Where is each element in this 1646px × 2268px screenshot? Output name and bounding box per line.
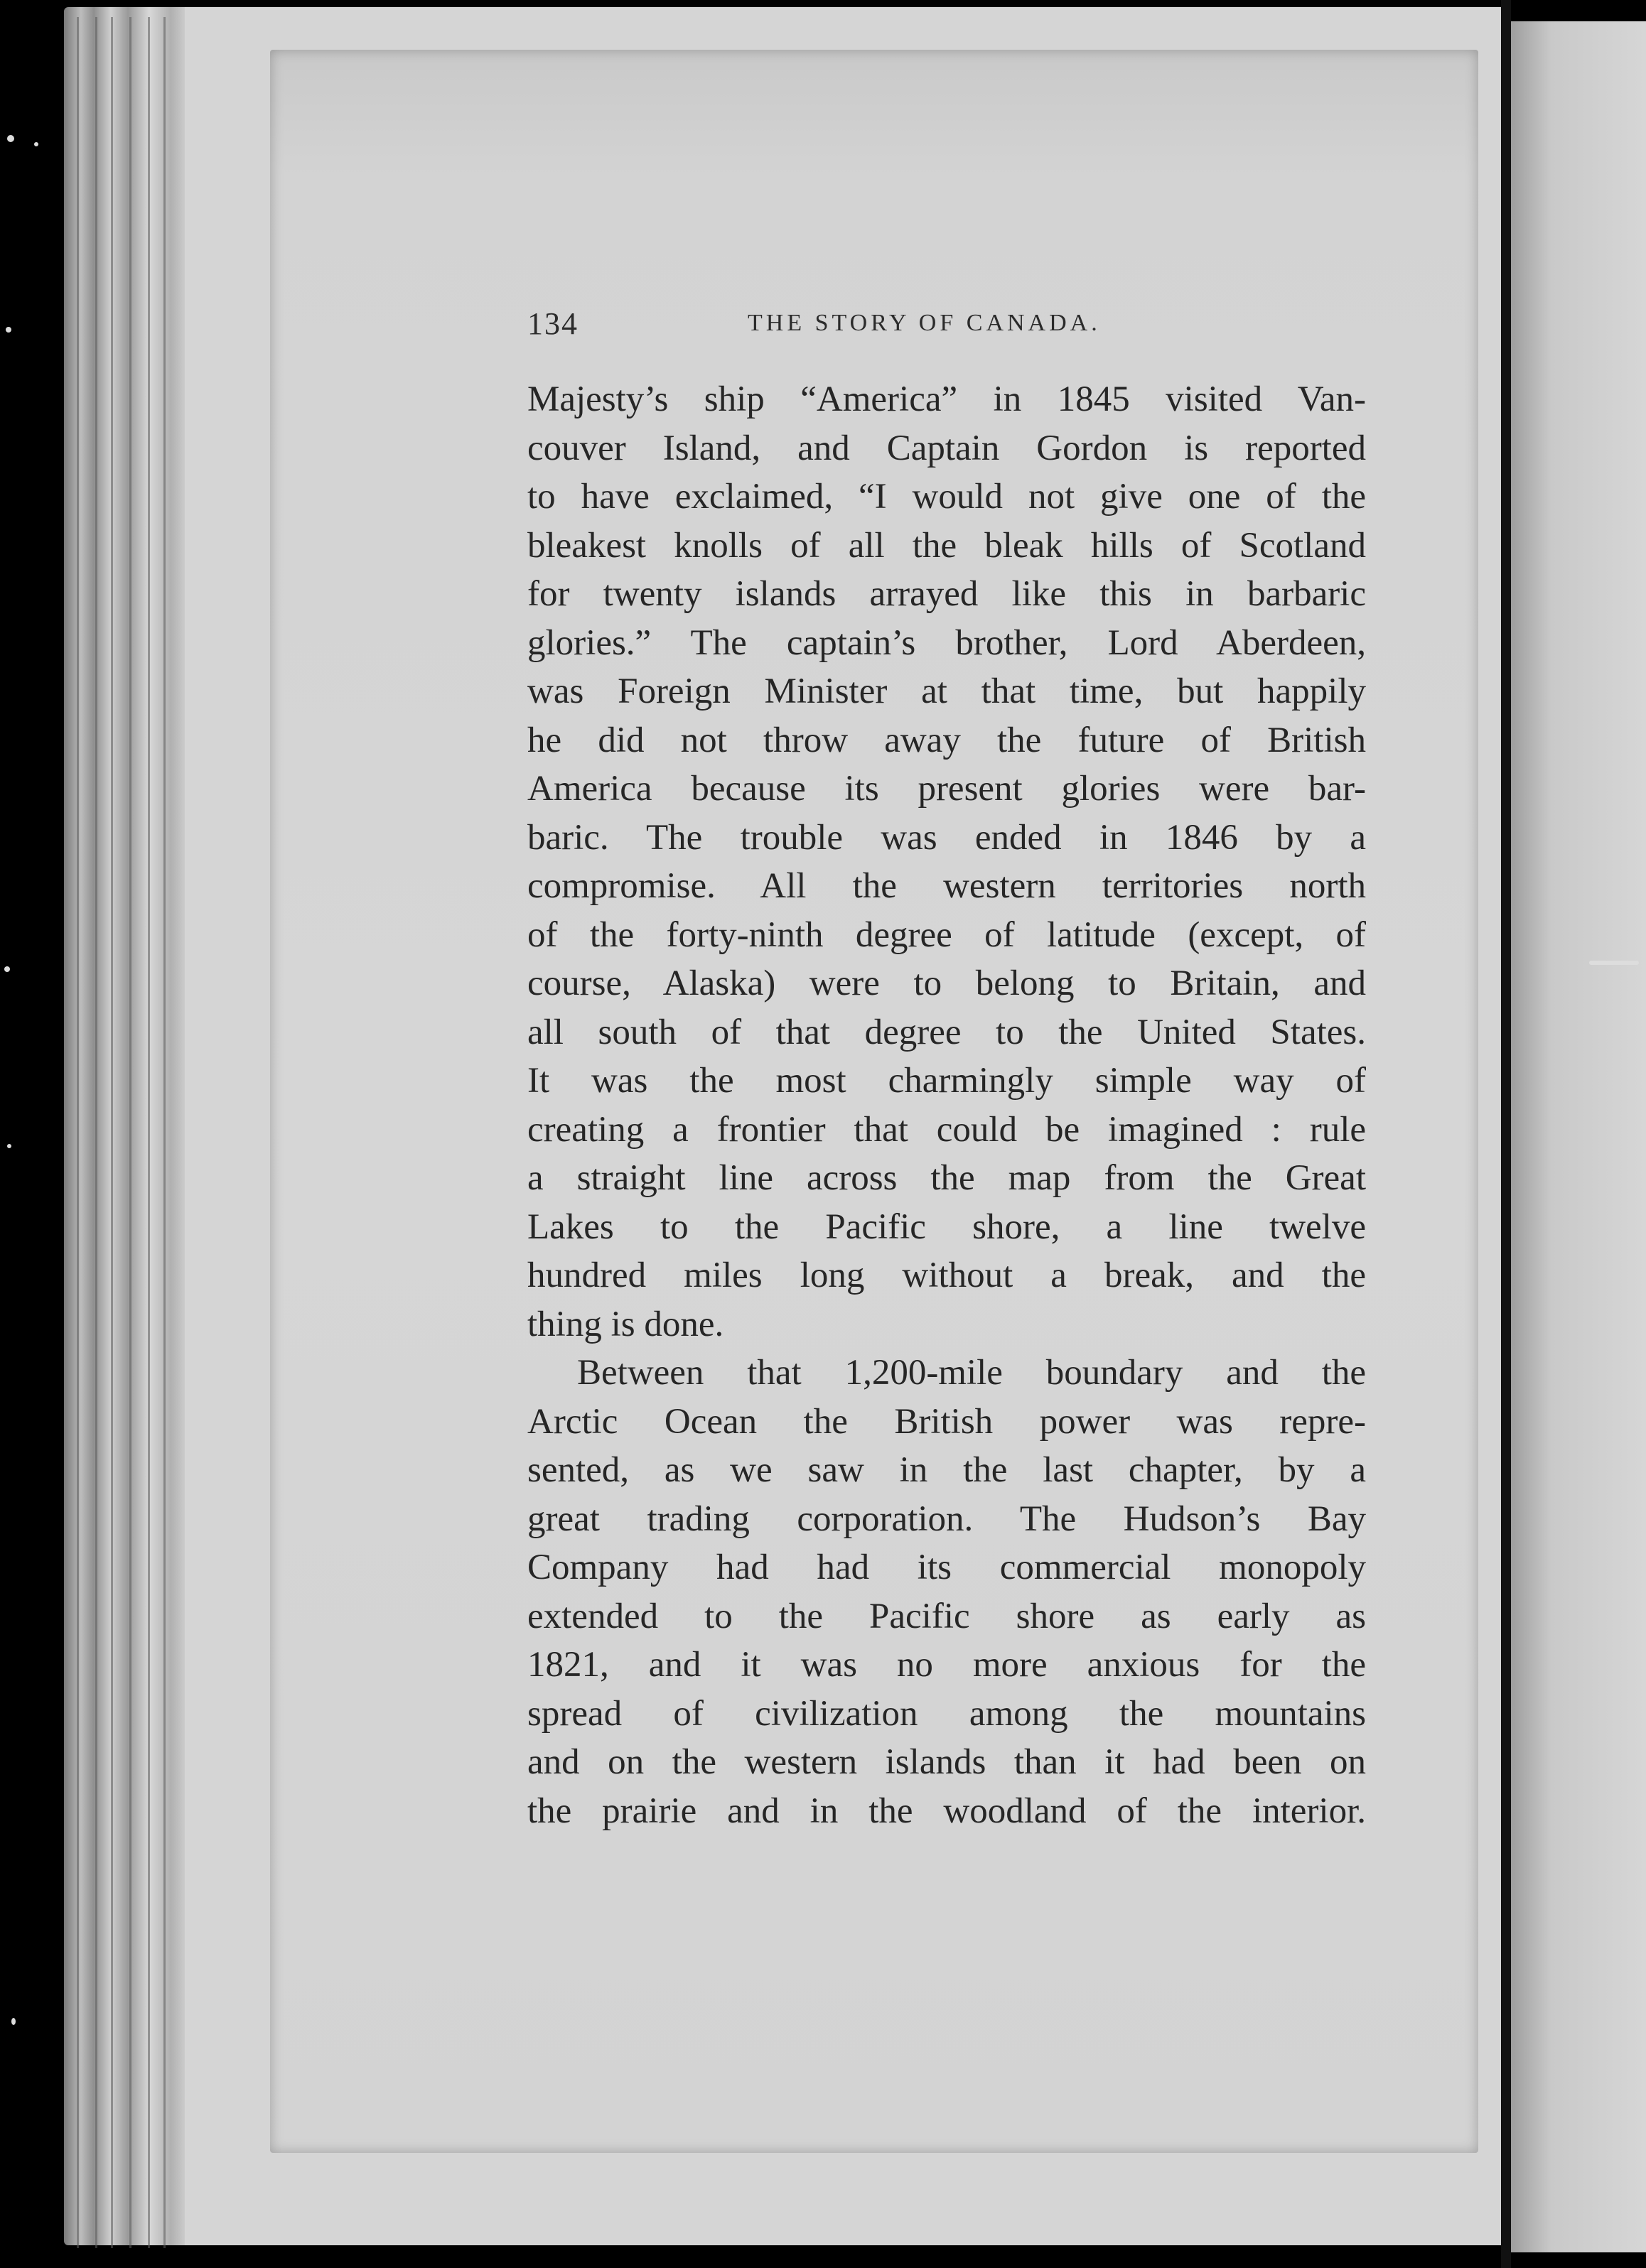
text-line: a straight line across the map from the Great bbox=[527, 1158, 1366, 1198]
text-line: America because its present glories were bar- bbox=[527, 769, 1366, 809]
text-line: the prairie and in the woodland of the interior. bbox=[527, 1791, 1366, 1831]
text-line: couver Island, and Captain Gordon is reported bbox=[527, 428, 1366, 468]
text-line: extended to the Pacific shore as early as bbox=[527, 1596, 1366, 1636]
text-line: of the forty-ninth degree of latitude (except, of bbox=[527, 914, 1366, 955]
text-line: Arctic Ocean the British power was repre- bbox=[527, 1401, 1366, 1442]
text-line: glories.” The captain’s brother, Lord Aberdeen, bbox=[527, 622, 1366, 663]
text-line: hundred miles long without a break, and the bbox=[527, 1256, 1366, 1295]
text-line: sented, as we saw in the last chapter, by a bbox=[527, 1450, 1366, 1490]
text-line: bleakest knolls of all the bleak hills of Scotland bbox=[527, 525, 1366, 566]
text-line: for twenty islands arrayed like this in barbaric bbox=[527, 574, 1366, 614]
text-line: compromise. All the western territories north bbox=[527, 866, 1366, 906]
text-line: was Foreign Minister at that time, but happily bbox=[527, 671, 1366, 711]
paragraph-1 bbox=[527, 375, 1366, 1349]
text-line: spread of civilization among the mountains bbox=[527, 1693, 1366, 1734]
text-line: great trading corporation. The Hudson’s Bay bbox=[527, 1498, 1366, 1539]
text-line: he did not throw away the future of British bbox=[527, 720, 1366, 760]
book-gutter bbox=[1501, 0, 1511, 2268]
running-title: THE STORY OF CANADA. bbox=[748, 310, 1101, 336]
text-line: creating a frontier that could be imagined : rule bbox=[527, 1109, 1366, 1150]
text-line: Lakes to the Pacific shore, a line twelve bbox=[527, 1206, 1366, 1247]
text-line: Between that 1,200-mile boundary and the bbox=[577, 1353, 1366, 1393]
text-line: thing is done. bbox=[527, 1304, 724, 1344]
text-line: all south of that degree to the United States. bbox=[527, 1012, 1366, 1052]
text-line: It was the most charmingly simple way of bbox=[527, 1061, 1366, 1101]
text-line: Company had had its commercial monopoly bbox=[527, 1548, 1366, 1587]
text-line: and on the western islands than it had been on bbox=[527, 1742, 1366, 1782]
text-line: baric. The trouble was ended in 1846 by a bbox=[527, 817, 1366, 858]
paragraph-2 bbox=[527, 1349, 1366, 1835]
body-text bbox=[527, 375, 1366, 1835]
text-line: to have exclaimed, “I would not give one of the bbox=[527, 477, 1366, 517]
page-header bbox=[527, 306, 1366, 348]
text-line: course, Alaska) were to belong to Britain, and bbox=[527, 963, 1366, 1003]
page-number: 134 bbox=[527, 306, 579, 341]
text-line: Majesty’s ship “America” in 1845 visited Van- bbox=[527, 379, 1366, 419]
opposite-page-edge bbox=[1511, 21, 1646, 2252]
text-line: 1821, and it was no more anxious for the bbox=[527, 1645, 1366, 1685]
